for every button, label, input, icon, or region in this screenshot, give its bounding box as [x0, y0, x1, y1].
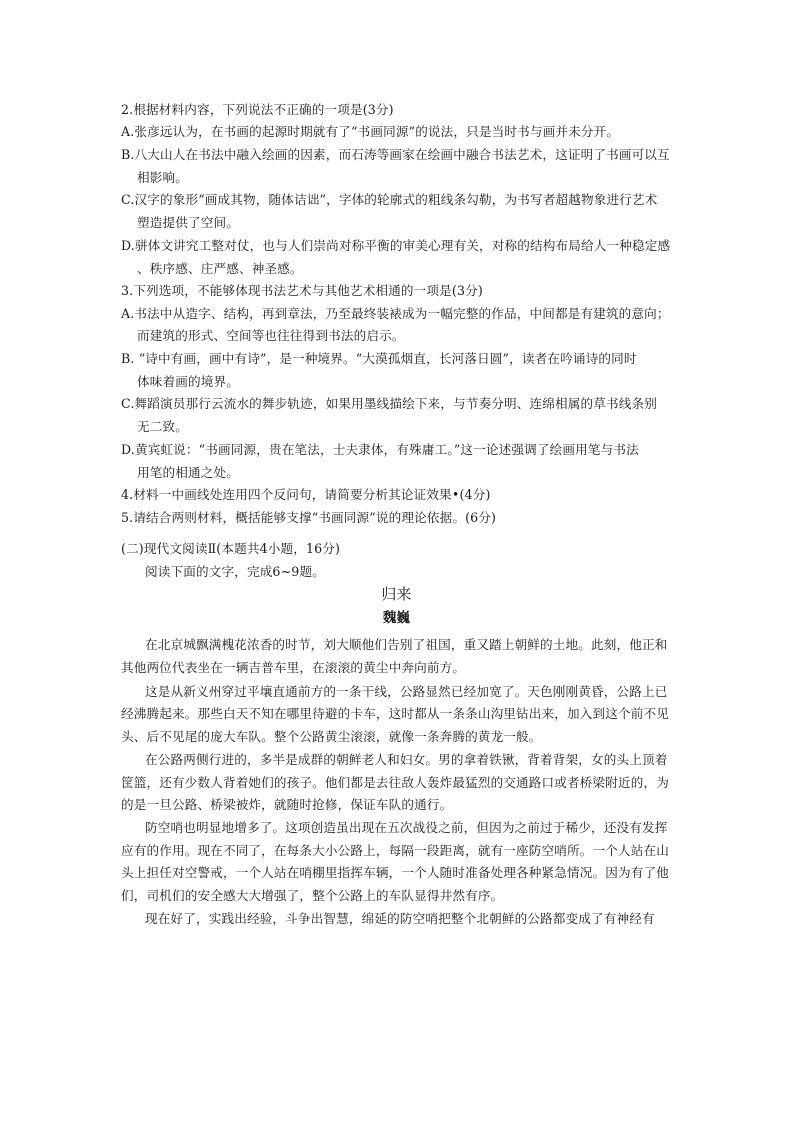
- section-heading: (二)现代文阅读Ⅱ(本题共4小题，16分): [121, 541, 341, 556]
- question-2-option-a: A.张彦远认为，在书画的起源时期就有了“书画同源”的说法，只是当时书与画并未分开。: [121, 124, 620, 139]
- paragraph-2-line-2: 经沸腾起来。那些白天不知在哪里待避的卡车，这时都从一条条山沟里钻出来，加入到这个前不见: [121, 706, 669, 721]
- question-3-option-d: D.黄宾虹说：“书画同源，贵在笔法，士夫隶体，有殊庸工。”这一论述强调了绘画用笔与书法: [121, 442, 639, 457]
- section-instruction: 阅读下面的文字，完成6~9题。: [145, 564, 325, 579]
- paragraph-3-line-2: 筐篮，还有少数人背着她们的孩子。他们都是去往敌人轰炸最猛烈的交通路口或者桥梁附近的，为: [121, 775, 669, 790]
- paragraph-2-line-1: 这是从新义州穿过平壤直通前方的一条干线，公路显然已经加宽了。天色刚刚黄昏，公路上已: [145, 684, 668, 699]
- question-3-option-a: A.书法中从造字、结构，再到章法，乃至最终装裱成为一幅完整的作品，中间都是有建筑的意向；: [121, 306, 670, 321]
- question-2-option-b-cont: 相影响。: [137, 170, 188, 185]
- paragraph-4-line-2: 应有的作用。现在不同了，在每条大小公路上，每隔一段距离，就有一座防空哨所。一个人站在山: [121, 843, 669, 858]
- article-title: 归来: [381, 585, 412, 603]
- paragraph-2-line-3: 头、后不见尾的庞大车队。整个公路黄尘滚滚，就像一条奔腾的黄龙一般。: [121, 729, 542, 744]
- paragraph-5-line-1: 现在好了，实践出经验，斗争出智慧，绵延的防空哨把整个北朝鲜的公路都变成了有神经有: [145, 911, 655, 926]
- question-3-option-d-cont: 用笔的相通之处。: [137, 465, 239, 480]
- question-3-option-b-cont: 体味着画的境界。: [137, 374, 239, 389]
- question-2-option-d-cont: 、秩序感、庄严感、神圣感。: [137, 261, 303, 276]
- question-3-option-a-cont: 而建筑的形式、空间等也往往得到书法的启示。: [137, 328, 405, 343]
- question-3-stem: 3.下列选项，不能够体现书法艺术与其他艺术相通的一项是(3分): [121, 283, 483, 298]
- paragraph-4-line-3: 头上担任对空警戒，一个人站在哨棚里指挥车辆，一个人随时准备处理各种紧急情况。因为有了他: [121, 865, 669, 880]
- paragraph-1-line-2: 其他两位代表坐在一辆吉普车里，在滚滚的黄尘中奔向前方。: [121, 660, 466, 675]
- question-2-option-d: D.骈体文讲究工整对仗，也与人们崇尚对称平衡的审美心理有关，对称的结构布局给人一种稳定感: [121, 238, 671, 253]
- question-2-option-c-cont: 塑造提供了空间。: [137, 215, 239, 230]
- paragraph-4-line-1: 防空哨也明显地增多了。这项创造虽出现在五次战役之前，但因为之前过于稀少，还没有发挥: [145, 820, 668, 835]
- paragraph-4-line-4: 们，司机们的安全感大大增强了，整个公路上的车队显得井然有序。: [121, 888, 504, 903]
- question-3-option-c: C.舞蹈演员那行云流水的舞步轨迹，如果用墨线描绘下来，与节奏分明、连绵相属的草书线条别: [121, 396, 657, 411]
- paragraph-3-line-3: 的是一旦公路、桥梁被炸，就随时抢修，保证车队的通行。: [121, 797, 453, 812]
- question-4: 4.材料一中画线处连用四个反问句，请简要分析其论证效果•(4分): [121, 487, 491, 502]
- question-2-option-c: C.汉字的象形“画成其物，随体诘诎”，字体的轮廓式的粗线条勾勒，为书写者超越物象进行艺术: [121, 192, 658, 207]
- article-author: 魏巍: [382, 610, 411, 626]
- paragraph-3-line-1: 在公路两侧行进的，多半是成群的朝鲜老人和妇女。男的拿着铁锹，背着背架，女的头上顶着: [145, 752, 668, 767]
- question-3-option-c-cont: 无二致。: [137, 419, 188, 434]
- question-3-option-b: B. “诗中有画，画中有诗”，是一种境界。“大漠孤烟直，长河落日圆”，读者在吟诵诗的同时: [121, 351, 637, 366]
- question-5: 5.请结合两则材料，概括能够支撑“书画同源”说的理论依据。(6分): [121, 510, 497, 525]
- paragraph-1-line-1: 在北京城飘满槐花浓香的时节，刘大顺他们告别了祖国，重又踏上朝鲜的土地。此刻，他正和: [145, 637, 668, 652]
- question-2-option-b: B.八大山人在书法中融入绘画的因素，而石涛等画家在绘画中融合书法艺术，这证明了书画可以互: [121, 147, 670, 162]
- question-2-stem: 2.根据材料内容，下列说法不正确的一项是(3分): [121, 102, 394, 117]
